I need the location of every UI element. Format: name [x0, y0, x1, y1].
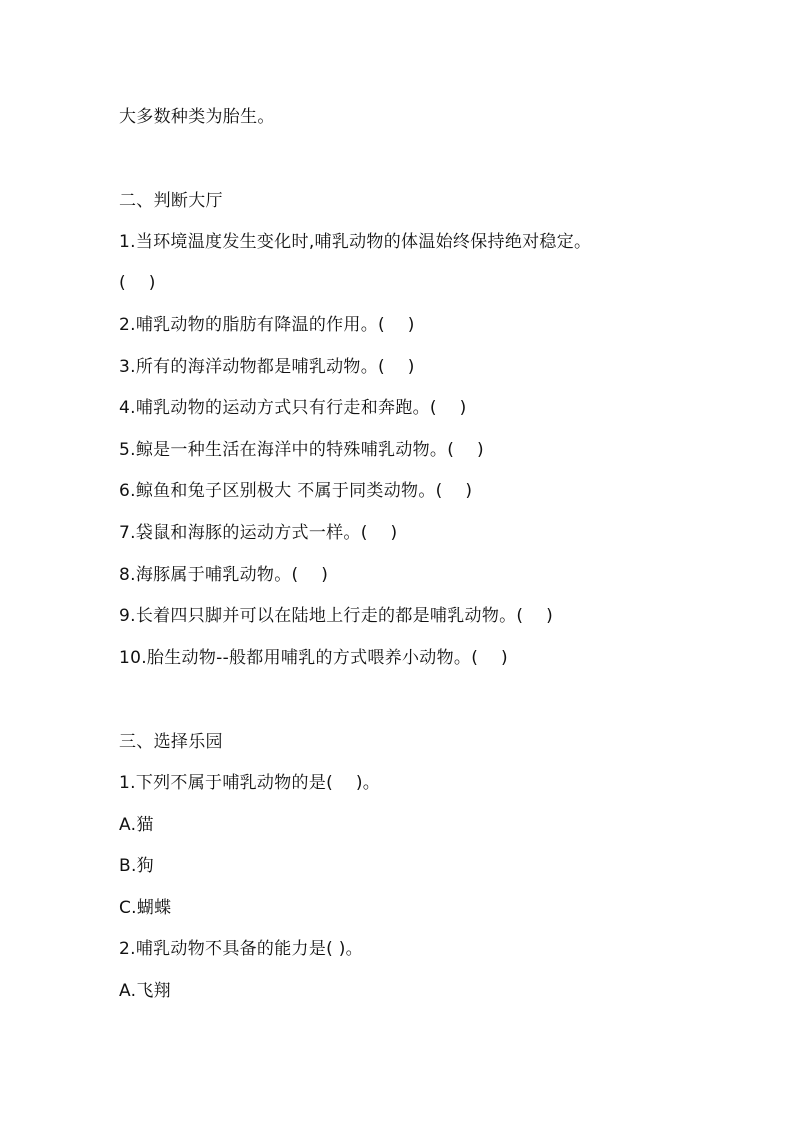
judgment-item: 7.袋鼠和海豚的运动方式一样。( )	[119, 523, 398, 543]
judgment-item: 2.哺乳动物的脂肪有降温的作用。( )	[119, 315, 415, 335]
intro-line: 大多数种类为胎生。	[119, 107, 275, 127]
judgment-item: 8.海豚属于哺乳动物。( )	[119, 565, 329, 585]
section-heading-judgment: 二、判断大厅	[119, 191, 223, 211]
judgment-item: 5.鲸是一种生活在海洋中的特殊哺乳动物。( )	[119, 440, 484, 460]
judgment-item: 1.当环境温度发生变化时,哺乳动物的体温始终保持绝对稳定。	[119, 232, 592, 252]
judgment-item: 6.鲸鱼和兔子区别极大 不属于同类动物。( )	[119, 481, 473, 501]
judgment-item: 4.哺乳动物的运动方式只有行走和奔跑。( )	[119, 398, 467, 418]
judgment-answer-blank: ( )	[119, 273, 156, 293]
choice-option: C.蝴蝶	[119, 898, 172, 918]
choice-option: A.猫	[119, 815, 154, 835]
choice-question: 2.哺乳动物不具备的能力是( )。	[119, 939, 363, 959]
choice-question: 1.下列不属于哺乳动物的是( )。	[119, 773, 381, 793]
judgment-item: 10.胎生动物--般都用哺乳的方式喂养小动物。( )	[119, 648, 508, 668]
section-heading-choice: 三、选择乐园	[119, 732, 223, 752]
judgment-item: 9.长着四只脚并可以在陆地上行走的都是哺乳动物。( )	[119, 606, 554, 626]
choice-option: A.飞翔	[119, 981, 171, 1001]
judgment-item: 3.所有的海洋动物都是哺乳动物。( )	[119, 357, 415, 377]
choice-option: B.狗	[119, 856, 154, 876]
